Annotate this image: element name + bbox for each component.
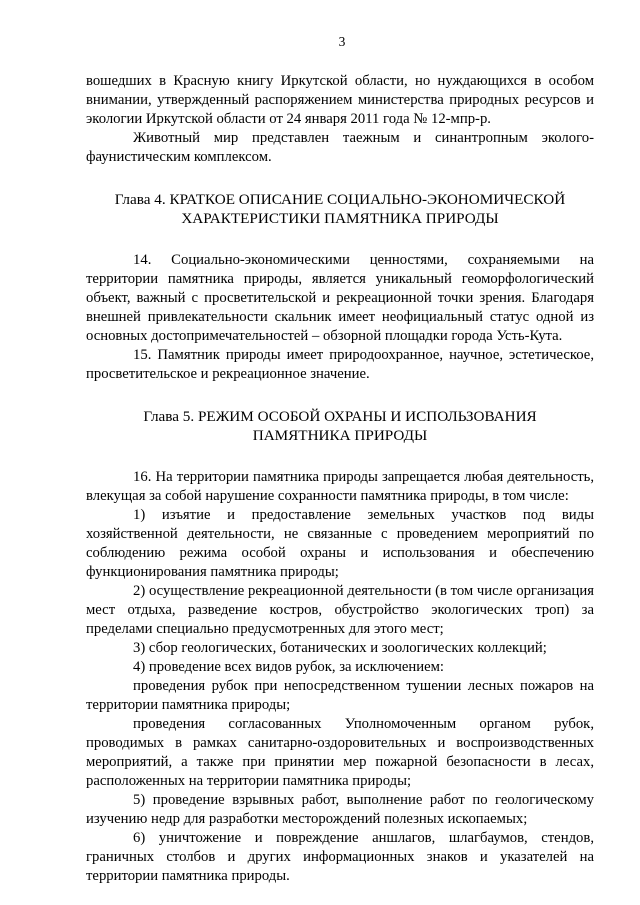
list-subitem: проведения согласованных Уполномоченным органом рубок, проводимых в рамках санитарно-оздоровительных и воспроизводственных мероприятий, а также при принятии мер пожарной безопасности в лесах, расположенных на территории памятника природы; (86, 716, 594, 789)
list-item: 4) проведение всех видов рубок, за исключением: (133, 659, 445, 675)
chapter-heading (86, 190, 594, 228)
paragraph: 14. Социально-экономическими ценностями, сохраняемыми на территории памятника природы, является уникальный геоморфологический объект, важный с просветительской и рекреационной точки зрения. Благодаря внешней привлекательности скальник имеет неофициальный статус одной из основных достопримечательностей – обзорной площадки города Усть-Кута. (86, 252, 594, 344)
paragraph: вошедших в Красную книгу Иркутской области, но нуждающихся в особом внимании, утвержденный распоряжением министерства природных ресурсов и экологии Иркутской области от 24 января 2011 года № 12-мпр-р. (86, 73, 594, 127)
list-item: 2) осуществление рекреационной деятельности (в том числе организация мест отдыха, разведение костров, обустройство экологических троп) за пределами специально предусмотренных для этого мест; (86, 583, 594, 637)
page-number: 3 (338, 34, 346, 49)
chapter-heading-line: Глава 4. КРАТКОЕ ОПИСАНИЕ СОЦИАЛЬНО-ЭКОНОМИЧЕСКОЙ (114, 191, 566, 208)
paragraph: 15. Памятник природы имеет природоохранное, научное, эстетическое, просветительское и рекреационное значение. (86, 347, 594, 382)
chapter-heading-line: ПАМЯТНИКА ПРИРОДЫ (252, 427, 428, 444)
paragraph: 16. На территории памятника природы запрещается любая деятельность, влекущая за собой нарушение сохранности памятника природы, в том числе: (86, 469, 594, 504)
paragraph: Животный мир представлен таежным и синантропным эколого-фаунистическим комплексом. (86, 130, 594, 165)
chapter-heading-line: ХАРАКТЕРИСТИКИ ПАМЯТНИКА ПРИРОДЫ (181, 210, 499, 227)
list-item: 1) изъятие и предоставление земельных участков под виды хозяйственной деятельности, не связанные с проведением мероприятий по соблюдению режима особой охраны и использования и обеспечению функционирования памятника природы; (86, 507, 594, 580)
list-item: 6) уничтожение и повреждение аншлагов, шлагбаумов, стендов, граничных столбов и других информационных знаков и указателей на территории памятника природы. (86, 830, 594, 884)
list-subitem: проведения рубок при непосредственном тушении лесных пожаров на территории памятника природы; (86, 678, 594, 713)
list-item: 5) проведение взрывных работ, выполнение работ по геологическому изучению недр для разработки месторождений полезных ископаемых; (86, 792, 594, 827)
list-item: 3) сбор геологических, ботанических и зоологических коллекций; (133, 640, 547, 656)
chapter-heading (86, 407, 594, 445)
chapter-heading-line: Глава 5. РЕЖИМ ОСОБОЙ ОХРАНЫ И ИСПОЛЬЗОВАНИЯ (143, 408, 537, 425)
